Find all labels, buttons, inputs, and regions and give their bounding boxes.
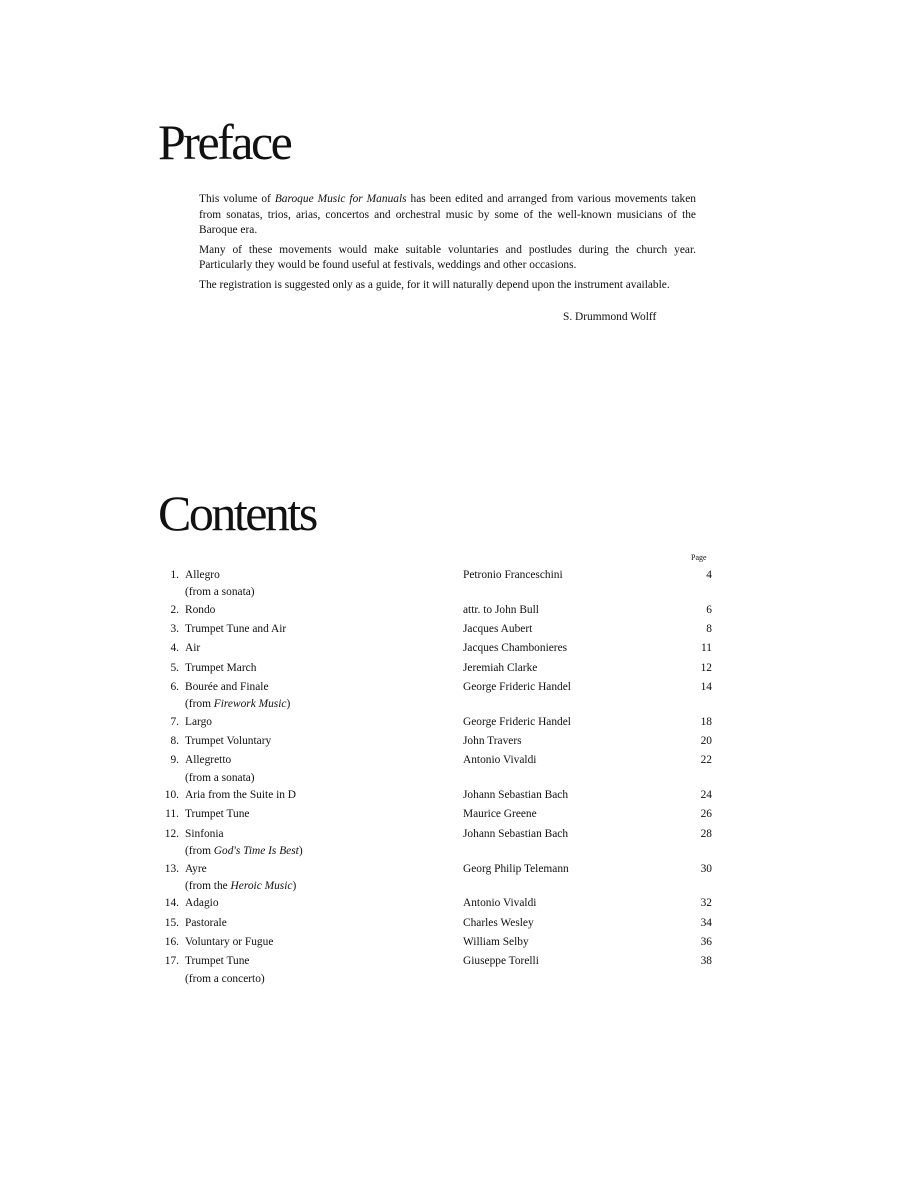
source-note-part: Firework Music: [213, 698, 287, 711]
entry-number: 7.: [170, 715, 179, 728]
preface-text: has been edited and arranged from various movements taken from sonatas, trios, arias, concertos and orchestral music by some of the well-known musicians of the Baroque era.: [199, 193, 696, 236]
toc-entry: [160, 894, 720, 913]
table-of-contents: [160, 566, 720, 987]
toc-entry: [160, 659, 720, 678]
toc-line: [160, 952, 720, 971]
toc-line: [160, 601, 720, 620]
entry-composer: Jeremiah Clarke: [463, 661, 538, 674]
entry-page-number: 24: [700, 789, 712, 802]
entry-title: Air: [185, 642, 201, 655]
entry-composer: Giuseppe Torelli: [463, 955, 539, 968]
entry-title: Trumpet Tune: [185, 955, 250, 968]
toc-line: [160, 713, 720, 732]
book-title: Baroque Music for Manuals: [274, 193, 407, 205]
entry-page-number: 26: [700, 808, 712, 821]
entry-title: Bourée and Finale: [185, 680, 269, 693]
entry-title: Voluntary or Fugue: [185, 935, 274, 948]
entry-number: 14.: [164, 897, 179, 910]
source-note-part: (from: [185, 698, 214, 711]
entry-source-note: [185, 972, 720, 988]
entry-title: Sinfonia: [185, 827, 224, 840]
entry-composer: Antonio Vivaldi: [463, 897, 537, 910]
entry-page-number: 20: [700, 735, 712, 748]
toc-line: [160, 825, 720, 844]
entry-number: 4.: [170, 642, 179, 655]
preface-text: This volume of: [199, 193, 275, 205]
toc-entry: [160, 786, 720, 805]
entry-title: Adagio: [185, 897, 219, 910]
toc-entry: [160, 825, 720, 860]
entry-number: 8.: [170, 735, 179, 748]
entry-number: 15.: [164, 916, 179, 929]
source-note-part: Heroic Music: [230, 879, 293, 892]
entry-page-number: 18: [700, 715, 712, 728]
source-note-part: (from a sonata): [185, 771, 255, 784]
preface-paragraph: Many of these movements would make suitable voluntaries and postludes during the church year. Particularly they would be found useful at festivals, weddings and other occasions.: [199, 243, 696, 271]
toc-line: [160, 786, 720, 805]
entry-title: Trumpet Tune: [185, 808, 250, 821]
entry-number: 6.: [170, 680, 179, 693]
toc-line: [160, 678, 720, 697]
entry-composer: Georg Philip Telemann: [463, 862, 569, 875]
entry-title: Allegro: [185, 569, 220, 581]
entry-title: Rondo: [185, 603, 216, 616]
entry-composer: Jacques Chambonieres: [463, 642, 568, 655]
preface-body: [199, 192, 696, 297]
page-column-label: Page: [691, 553, 707, 562]
entry-page-number: 22: [700, 754, 712, 767]
entry-source-note: [185, 844, 720, 860]
entry-number: 16.: [164, 935, 179, 948]
toc-entry: [160, 639, 720, 658]
entry-composer: John Travers: [463, 735, 522, 748]
toc-entry: [160, 620, 720, 639]
toc-line: [160, 566, 720, 585]
entry-composer: Johann Sebastian Bach: [463, 789, 569, 802]
toc-entry: [160, 601, 720, 620]
entry-number: 12.: [164, 827, 179, 840]
entry-page-number: 30: [700, 862, 712, 875]
toc-entry: [160, 732, 720, 751]
toc-line: [160, 805, 720, 824]
toc-entry: [160, 751, 720, 786]
toc-line: [160, 860, 720, 879]
source-note-part: (from: [185, 845, 214, 858]
entry-title: Trumpet Voluntary: [185, 735, 272, 748]
toc-entry: [160, 933, 720, 952]
entry-composer: Johann Sebastian Bach: [463, 827, 569, 840]
entry-composer: Charles Wesley: [463, 916, 534, 929]
entry-page-number: 32: [700, 897, 712, 910]
toc-entry: [160, 914, 720, 933]
entry-source-note: [185, 585, 720, 601]
entry-number: 1.: [170, 569, 179, 581]
toc-line: [160, 933, 720, 952]
entry-composer: Antonio Vivaldi: [463, 754, 537, 767]
entry-composer: Petronio Franceschini: [463, 569, 563, 581]
toc-line: [160, 751, 720, 770]
entry-number: 5.: [170, 661, 179, 674]
entry-page-number: 8: [706, 623, 712, 636]
source-note-part: God's Time Is Best: [213, 845, 299, 858]
entry-page-number: 14: [700, 680, 712, 693]
source-note-part: (from a sonata): [185, 586, 255, 599]
entry-title: Trumpet March: [185, 661, 257, 674]
toc-entry: [160, 678, 720, 713]
preface-paragraph: [199, 192, 696, 239]
entry-number: 9.: [170, 754, 179, 767]
toc-entry: [160, 860, 720, 895]
entry-title: Aria from the Suite in D: [185, 789, 297, 802]
source-note-part: ): [298, 845, 303, 858]
entry-composer: William Selby: [463, 935, 529, 948]
entry-page-number: 11: [701, 642, 712, 655]
toc-entry: [160, 952, 720, 987]
entry-page-number: 4: [706, 569, 712, 581]
entry-source-note: [185, 771, 720, 787]
entry-title: Largo: [185, 715, 212, 728]
toc-line: [160, 732, 720, 751]
entry-page-number: 28: [700, 827, 712, 840]
preface-heading: Preface: [158, 114, 291, 170]
entry-title: Ayre: [185, 862, 207, 875]
entry-composer: Maurice Greene: [463, 808, 537, 821]
entry-number: 17.: [164, 955, 179, 968]
toc-line: [160, 659, 720, 678]
source-note-part: ): [292, 879, 297, 892]
toc-entry: [160, 805, 720, 824]
source-note-part: (from a concerto): [185, 972, 265, 985]
toc-line: [160, 914, 720, 933]
entry-page-number: 6: [706, 603, 712, 616]
entry-title: Pastorale: [185, 916, 227, 929]
entry-composer: attr. to John Bull: [463, 603, 539, 616]
entry-number: 3.: [170, 623, 179, 636]
entry-page-number: 36: [700, 935, 712, 948]
entry-title: Allegretto: [185, 754, 232, 767]
toc-line: [160, 620, 720, 639]
entry-composer: Jacques Aubert: [463, 623, 533, 636]
preface-paragraph: The registration is suggested only as a guide, for it will naturally depend upon the instrument available.: [199, 278, 670, 291]
entry-number: 10.: [164, 789, 179, 802]
toc-entry: [160, 713, 720, 732]
entry-title: Trumpet Tune and Air: [185, 623, 287, 636]
entry-source-note: [185, 697, 720, 713]
entry-source-note: [185, 879, 720, 895]
entry-composer: George Frideric Handel: [463, 715, 571, 728]
entry-page-number: 38: [700, 955, 712, 968]
entry-number: 2.: [170, 603, 179, 616]
toc-line: [160, 894, 720, 913]
source-note-part: (from the: [185, 879, 231, 892]
contents-heading: Contents: [158, 485, 316, 541]
entry-page-number: 34: [700, 916, 712, 929]
entry-composer: George Frideric Handel: [463, 680, 571, 693]
entry-number: 13.: [164, 862, 179, 875]
toc-entry: [160, 566, 720, 601]
entry-page-number: 12: [700, 661, 712, 674]
source-note-part: ): [286, 698, 291, 711]
toc-line: [160, 639, 720, 658]
preface-signature: S. Drummond Wolff: [563, 311, 657, 323]
entry-number: 11.: [165, 808, 179, 821]
